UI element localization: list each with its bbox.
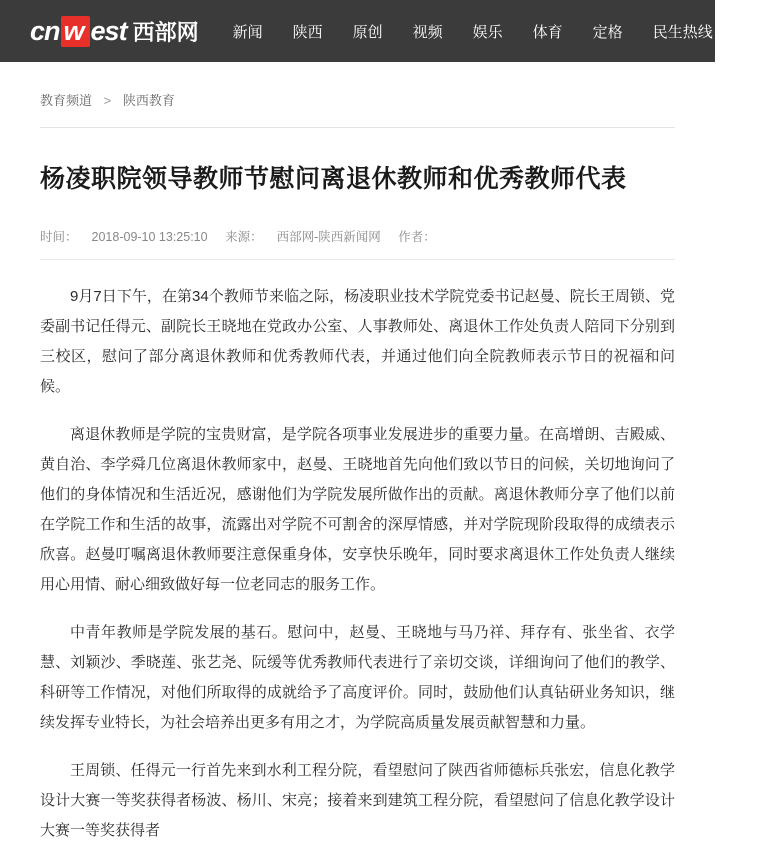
- article-paragraph: 中青年教师是学院发展的基石。慰问中，赵曼、王晓地与马乃祥、拜存有、张坐省、衣学慧、刘颖沙、季晓莲、张艺尧、阮缓等优秀教师代表进行了亲切交谈，详细询问了他们的教学、科研等工作情况，对他们所取得的成就给予了高度评价。同时，鼓励他们认真钻研业务知识，继续发挥专业特长，为社会培养出更多有用之才，为学院高质量发展贡献智慧和力量。: [40, 624, 675, 731]
- nav-item-sports[interactable]: 体育: [532, 23, 563, 41]
- meta-divider: [40, 259, 675, 260]
- page-title: 杨凌职院领导教师节慰问离退休教师和优秀教师代表: [40, 165, 627, 193]
- article-paragraph: 离退休教师是学院的宝贵财富，是学院各项事业发展进步的重要力量。在高增朗、吉殿威、黄自治、李学舜几位离退休教师家中，赵曼、王晓地首先向他们致以节日的问候，关切地询问了他们的身体情况和生活近况，感谢他们为学院发展所做作出的贡献。离退休教师分享了他们以前在学院工作和生活的故事，流露出对学院不可割舍的深厚情感，并对学院现阶段取得的成绩表示欣喜。赵曼叮嘱离退休教师要注意保重身体，安享快乐晚年，同时要求离退休工作处负责人继续用心用情、耐心细致做好每一位老同志的服务工作。: [40, 426, 675, 593]
- breadcrumb-item-shaanxi-education[interactable]: 陕西教育: [122, 93, 175, 108]
- meta-source-label: 来源：: [225, 230, 263, 244]
- meta-time-value: 2018-09-10 13:25:10: [91, 230, 208, 244]
- nav-item-news[interactable]: 新闻: [232, 23, 263, 41]
- breadcrumb-separator: >: [103, 93, 112, 108]
- article-paragraph: 9月7日下午，在第34个教师节来临之际，杨凌职业技术学院党委书记赵曼、院长王周锁、党委副书记任得元、副院长王晓地在党政办公室、人事教师处、离退休工作处负责人陪同下分别到三校区，慰问了部分离退休教师和优秀教师代表，并通过他们向全院教师表示节日的祝福和问候。: [40, 288, 675, 395]
- logo-text-cn: cn: [30, 15, 60, 46]
- nav-item-original[interactable]: 原创: [352, 23, 383, 41]
- nav-item-entertainment[interactable]: 娱乐: [472, 23, 503, 41]
- logo-text-w: w: [61, 16, 90, 47]
- article-paragraph: 王周锁、任得元一行首先来到水利工程分院，看望慰问了陕西省师德标兵张宏，信息化教学设计大赛一等奖获得者杨波、杨川、宋亮；接着来到建筑工程分院，看望慰问了信息化教学设计大赛一等奖获得者: [40, 762, 675, 839]
- breadcrumb-item-education-channel[interactable]: 教育频道: [40, 93, 93, 108]
- meta-source-value[interactable]: 西部网-陕西新闻网: [276, 230, 381, 244]
- meta-author-label: 作者：: [398, 230, 436, 244]
- nav-item-more[interactable]: 更多: [742, 23, 773, 41]
- breadcrumb-divider: [40, 127, 675, 128]
- site-logo[interactable]: [30, 16, 199, 47]
- article-meta: [40, 227, 675, 259]
- site-header: [0, 0, 773, 62]
- breadcrumb: [40, 62, 675, 119]
- nav-item-hotline[interactable]: 民生热线: [652, 23, 713, 41]
- nav-item-photos[interactable]: 定格: [592, 23, 623, 41]
- article-body: [40, 282, 675, 846]
- logo-text-est: est: [90, 15, 127, 46]
- meta-time-label: 时间：: [40, 230, 78, 244]
- main-navigation: [233, 21, 773, 42]
- nav-item-video[interactable]: 视频: [412, 23, 443, 41]
- nav-item-shaanxi[interactable]: 陕西: [292, 23, 323, 41]
- logo-text-chinese: 西部网: [132, 19, 199, 45]
